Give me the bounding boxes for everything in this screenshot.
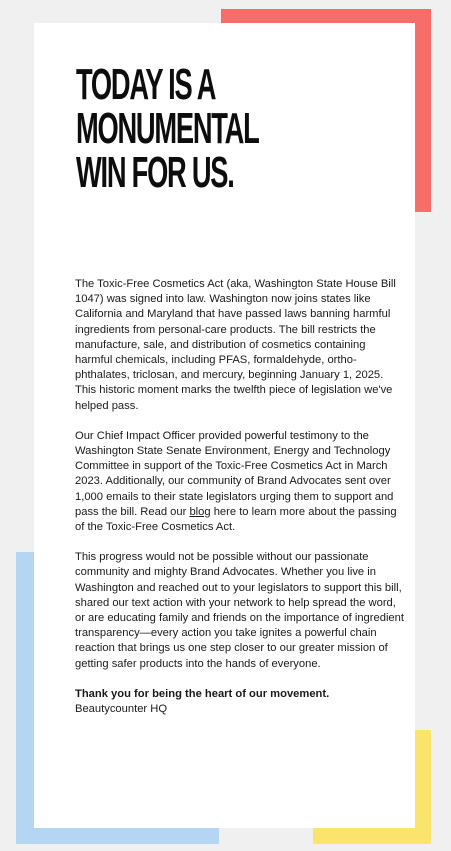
headline [76,60,281,197]
signoff [75,687,405,717]
signoff-name: Beautycounter HQ [75,703,168,716]
paragraph-community: This progress would not be possible without our passionate community and mighty Brand Advocates. Whether you live in Washington and reached out to your legislators to support this bill, shared our text action with your network to help spread the word, or are educating family and friends on the importance of ingredient transparency—every action you take ignites a powerful chain reaction that brings us one step closer to our greater mission of getting safer products into the hands of everyone. [75,551,404,670]
body-text [75,277,405,732]
paragraph-testimony-text-end: here to learn more about the passing of the Toxic-Free Cosmetics Act. [75,505,397,534]
signoff-thanks: Thank you for being the heart of our movement. [75,687,330,700]
paragraph-testimony-text: Our Chief Impact Officer provided powerful testimony to the Washington State Senate Environment, Energy and Technology Committee in support of the Toxic-Free Cosmetics Act in March 2023. Additionally, our community of Brand Advocates sent over 1,000 emails to their state legislators urging them to support and pass the bill. Read our [75,429,394,518]
paragraph-law-signed: The Toxic-Free Cosmetics Act (aka, Washington State House Bill 1047) was signed into law. Washington now joins states like California and Maryland that have passed laws banning harmful ingredients from personal-care products. The bill restricts the manufacture, sale, and distribution of cosmetics containing harmful chemicals, including PFAS, formaldehyde, ortho-phthalates, triclosan, and mercury, beginning January 1, 2025. This historic moment marks the twelfth piece of legislation we've helped pass. [75,278,396,412]
announcement-card [34,23,415,828]
headline-line-3: WIN FOR US. [76,148,234,197]
headline-line-2: MONUMENTAL [76,104,259,153]
blog-link[interactable]: blog [189,505,211,518]
headline-line-1: TODAY IS A [76,60,216,109]
paragraph-testimony [75,429,405,535]
